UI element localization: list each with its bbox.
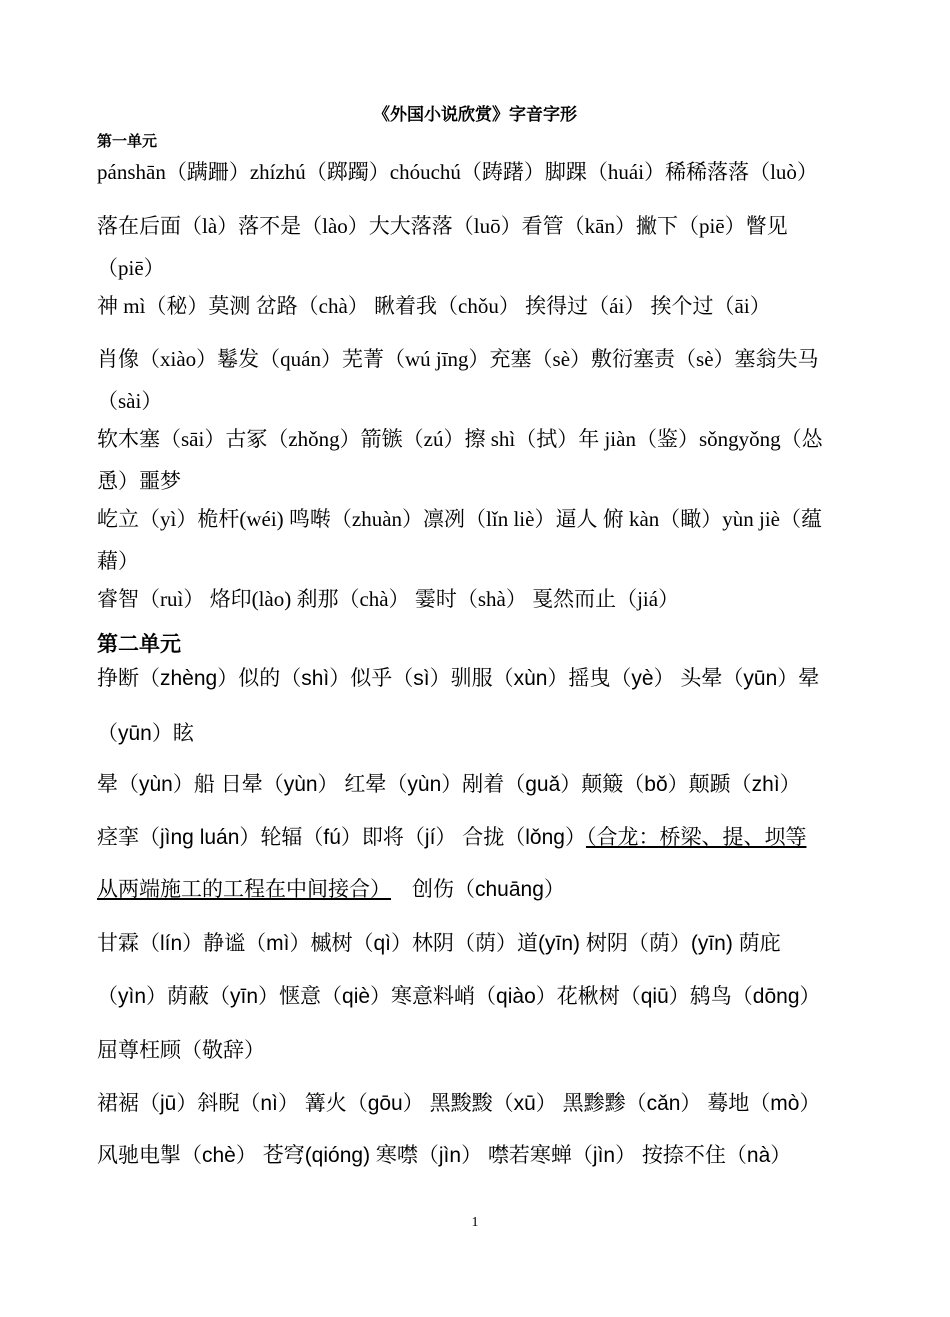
text-fragment: 创伤（chuāng） bbox=[412, 878, 565, 901]
text-line: （piē） bbox=[97, 256, 165, 280]
text-line: 神 mì（秘）莫测 岔路（chà） 瞅着我（chǒu） 挨得过（ái） 挨个过（āi） bbox=[97, 294, 771, 318]
text-line: （sài） bbox=[97, 389, 163, 413]
text-line: 屹立（yì）桅杆(wéi) 鸣啭（zhuàn）凛冽（lǐn liè）逼人 俯 kàn（瞰）yùn jiè（蕴 bbox=[97, 507, 823, 531]
text-line: 甘霖（lín）静谧（mì）槭树（qì）林阴（荫）道(yīn) 树阴（荫）(yīn) 荫庇 bbox=[97, 932, 781, 955]
text-fragment: 痉挛（jìng luán）轮辐（fú）即将（jí） 合拢（lǒng） bbox=[97, 826, 586, 849]
text-line: 裙裾（jū）斜睨（nì） 篝火（gōu） 黑黢黢（xū） 黑黪黪（cǎn） 蓦地（mò） bbox=[97, 1092, 821, 1115]
text-line: 风驰电掣（chè） 苍穹(qióng) 寒噤（jìn） 噤若寒蝉（jìn） 按捺不住（nà） bbox=[97, 1144, 792, 1167]
text-line: （yìn）荫蔽（yīn）惬意（qiè）寒意料峭（qiào）花楸树（qiū）鸫鸟（dōng） bbox=[97, 985, 821, 1008]
document-title: 《外国小说欣赏》字音字形 bbox=[373, 105, 577, 124]
text-line: 藉） bbox=[97, 549, 139, 573]
page-number: 1 bbox=[471, 1215, 479, 1230]
text-line: 肖像（xiào）鬈发（quán）芜菁（wú jīng）充塞（sè）敷衍塞责（sè）塞翁失马 bbox=[97, 347, 819, 371]
text-line: 落在后面（là）落不是（lào）大大落落（luō）看管（kān）撇下（piē）瞥见 bbox=[97, 214, 788, 238]
underlined-note: 从两端施工的工程在中间接合） bbox=[97, 877, 391, 901]
text-line: pánshān（蹒跚）zhízhú（踯躅）chóuchú（踌躇）脚踝（huái）稀稀落落（luò） bbox=[97, 160, 818, 184]
text-line: 屈尊枉顾（敬辞） bbox=[97, 1038, 265, 1062]
section-heading-unit-1: 第一单元 bbox=[97, 134, 158, 150]
text-line bbox=[97, 825, 857, 850]
text-line bbox=[97, 877, 857, 902]
text-line: 恿）噩梦 bbox=[97, 469, 181, 493]
text-line: 挣断（zhèng）似的（shì）似乎（sì）驯服（xùn）摇曳（yè） 头晕（yūn）晕 bbox=[97, 667, 820, 690]
text-line: 晕（yùn）船 日晕（yùn） 红晕（yùn）剐着（guǎ）颠簸（bǒ）颠踬（zhì） bbox=[97, 773, 801, 796]
text-line: 睿智（ruì） 烙印(lào) 刹那（chà） 霎时（shà） 戛然而止（jiá） bbox=[97, 587, 680, 611]
section-heading-unit-2: 第二单元 bbox=[97, 632, 181, 656]
underlined-note: （合龙：桥梁、提、坝等 bbox=[585, 825, 807, 849]
text-line: （yūn）眩 bbox=[97, 722, 194, 745]
text-line: 软木塞（sāi）古冢（zhǒng）箭镞（zú）擦 shì（拭）年 jiàn（鉴）sǒngyǒng（怂 bbox=[97, 427, 823, 451]
